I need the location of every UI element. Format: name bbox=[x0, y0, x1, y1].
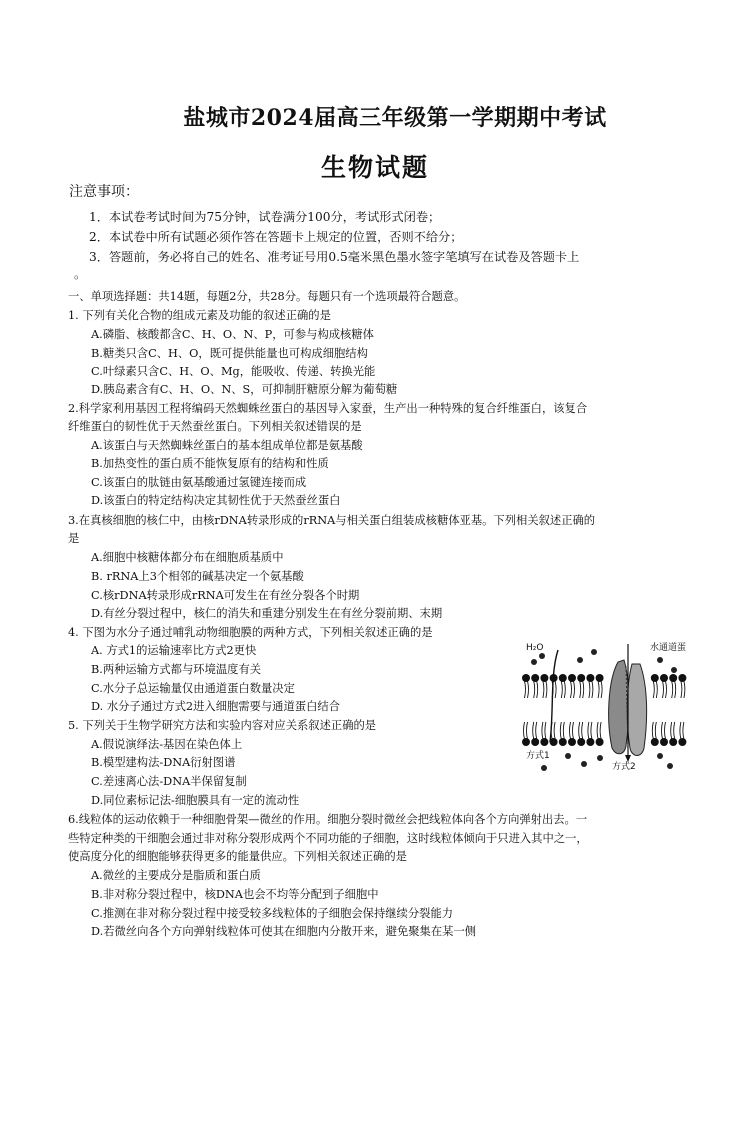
water-molecule bbox=[581, 761, 587, 767]
water-molecule bbox=[531, 659, 537, 665]
phospholipid-tail bbox=[537, 681, 538, 698]
label-water-channel: 水通道蛋 bbox=[650, 643, 687, 653]
water-molecule bbox=[539, 653, 545, 659]
option-a: A.该蛋白与天然蜘蛛丝蛋白的基本组成单位都是氨基酸 bbox=[91, 439, 363, 452]
water-molecule bbox=[597, 755, 603, 761]
phospholipid-tail bbox=[554, 722, 555, 739]
phospholipid-tail bbox=[582, 722, 583, 739]
notice-heading: 注意事项： bbox=[69, 184, 139, 200]
phospholipid-head bbox=[586, 674, 594, 682]
phospholipid-tail bbox=[656, 681, 657, 698]
question-stem: 使高度分化的细胞能够获得更多的能量供应。下列相关叙述正确的是 bbox=[68, 850, 407, 863]
phospholipid-tail bbox=[597, 722, 598, 739]
label-mode2: 方式2 bbox=[612, 762, 636, 772]
question-stem: 4. 下图为水分子通过哺乳动物细胞膜的两种方式，下列相关叙述正确的是 bbox=[68, 626, 433, 639]
phospholipid-tail bbox=[600, 722, 601, 739]
phospholipid-tail bbox=[534, 681, 535, 698]
water-molecule bbox=[541, 765, 547, 771]
phospholipid-tail bbox=[528, 681, 529, 698]
question-stem: 5. 下列关于生物学研究方法和实验内容对应关系叙述正确的是 bbox=[68, 719, 377, 732]
lipid-layer-inner bbox=[522, 722, 686, 746]
water-molecule bbox=[671, 667, 677, 673]
lipid-layer-outer bbox=[522, 674, 686, 698]
phospholipid-head bbox=[669, 738, 677, 746]
notice-item: 1．本试卷考试时间为75分钟，试卷满分100分，考试形式闭卷； bbox=[89, 210, 441, 224]
notice-trailing: 。 bbox=[74, 267, 87, 281]
phospholipid-head bbox=[568, 738, 576, 746]
exam-title: 盐城市2024届高三年级第一学期期中考试 bbox=[183, 105, 607, 131]
phospholipid-tail bbox=[564, 681, 565, 698]
phospholipid-tail bbox=[525, 681, 526, 698]
phospholipid-tail bbox=[579, 722, 580, 739]
phospholipid-head bbox=[596, 674, 604, 682]
notice-item: 2．本试卷中所有试题必须作答在答题卡上规定的位置，否则不给分； bbox=[89, 230, 463, 244]
question-stem: 1. 下列有关化合物的组成元素及功能的叙述正确的是 bbox=[68, 309, 331, 322]
option-b: B.两种运输方式都与环境温度有关 bbox=[91, 663, 262, 676]
water-molecules bbox=[531, 649, 677, 771]
phospholipid-head bbox=[586, 738, 594, 746]
option-d: D.同位素标记法-细胞膜具有一定的流动性 bbox=[91, 794, 300, 807]
option-b: B. rRNA上3个相邻的碱基决定一个氨基酸 bbox=[91, 570, 304, 583]
label-mode1: 方式1 bbox=[526, 751, 550, 761]
phospholipid-tail bbox=[684, 681, 685, 698]
phospholipid-head bbox=[522, 738, 530, 746]
option-c: C.叶绿素只含C、H、O、Mg，能吸收、传递、转换光能 bbox=[91, 365, 376, 378]
water-molecule bbox=[565, 753, 571, 759]
option-c: C.核rDNA转录形成rRNA可发生在有丝分裂各个时期 bbox=[91, 589, 360, 602]
option-c: C.该蛋白的肽链由氨基酸通过氢键连接而成 bbox=[91, 476, 307, 489]
phospholipid-tail bbox=[598, 681, 599, 698]
question-stem: 纤维蛋白的韧性优于天然蚕丝蛋白。下列相关叙述错误的是 bbox=[68, 420, 362, 433]
phospholipid-tail bbox=[675, 681, 676, 698]
water-molecule bbox=[667, 763, 673, 769]
phospholipid-head bbox=[559, 738, 567, 746]
phospholipid-tail bbox=[570, 722, 571, 739]
phospholipid-tail bbox=[573, 722, 574, 739]
option-b: B.糖类只含C、H、O，既可提供能量也可构成细胞结构 bbox=[91, 347, 368, 360]
phospholipid-head bbox=[531, 674, 539, 682]
option-a: A.细胞中核糖体都分布在细胞质基质中 bbox=[91, 551, 284, 564]
question-stem: 些特定种类的干细胞会通过非对称分裂形成两个不同功能的子细胞，这时线粒体倾向于只进入其中之一， bbox=[68, 832, 588, 845]
phospholipid-head bbox=[660, 674, 668, 682]
phospholipid-tail bbox=[592, 681, 593, 698]
phospholipid-tail bbox=[574, 681, 575, 698]
phospholipid-head bbox=[678, 738, 686, 746]
notice-item: 3．答题前，务必将自己的姓名、准考证号用0.5毫米黑色墨水签字笔填写在试卷及答题卡上 bbox=[89, 250, 580, 264]
phospholipid-tail bbox=[560, 722, 561, 739]
question-stem: 3.在真核细胞的核仁中，由核rDNA转录形成的rRNA与相关蛋白组装成核糖体亚基。下列相关叙述正确的 bbox=[68, 514, 596, 527]
phospholipid-tail bbox=[589, 681, 590, 698]
phospholipid-tail bbox=[555, 681, 556, 698]
phospholipid-tail bbox=[674, 722, 675, 739]
phospholipid-tail bbox=[663, 681, 664, 698]
phospholipid-head bbox=[669, 674, 677, 682]
phospholipid-tail bbox=[672, 681, 673, 698]
phospholipid-head bbox=[651, 674, 659, 682]
membrane-water-transport-figure bbox=[520, 630, 690, 773]
option-a: A. 方式1的运输速率比方式2更快 bbox=[91, 644, 257, 657]
label-water: H₂O bbox=[526, 643, 544, 653]
option-c: C.推测在非对称分裂过程中接受较多线粒体的子细胞会保持继续分裂能力 bbox=[91, 907, 454, 920]
phospholipid-tail bbox=[583, 681, 584, 698]
phospholipid-tail bbox=[662, 722, 663, 739]
option-d: D.若微丝向各个方向弹射线粒体可使其在细胞内分散开来，避免聚集在某一侧 bbox=[91, 925, 477, 938]
option-d: D. 水分子通过方式2进入细胞需要与通道蛋白结合 bbox=[91, 700, 340, 713]
option-c: C.水分子总运输量仅由通道蛋白数量决定 bbox=[91, 682, 295, 695]
question-stem: 6.线粒体的运动依赖于一种细胞骨架—微丝的作用。细胞分裂时微丝会把线粒体向各个方向弹射出去。一 bbox=[68, 813, 588, 826]
phospholipid-tail bbox=[666, 681, 667, 698]
phospholipid-head bbox=[568, 674, 576, 682]
option-c: C.差速离心法-DNA半保留复制 bbox=[91, 775, 247, 788]
option-a: A.磷脂、核酸都含C、H、O、N、P，可参与构成核糖体 bbox=[91, 328, 374, 341]
phospholipid-tail bbox=[681, 681, 682, 698]
phospholipid-tail bbox=[665, 722, 666, 739]
phospholipid-tail bbox=[580, 681, 581, 698]
option-a: A.微丝的主要成分是脂质和蛋白质 bbox=[91, 869, 261, 882]
phospholipid-tail bbox=[546, 681, 547, 698]
option-b: B.非对称分裂过程中，核DNA也会不均等分配到子细胞中 bbox=[91, 888, 379, 901]
phospholipid-head bbox=[559, 674, 567, 682]
phospholipid-tail bbox=[563, 722, 564, 739]
phospholipid-tail bbox=[542, 722, 543, 739]
phospholipid-head bbox=[540, 674, 548, 682]
phospholipid-tail bbox=[561, 681, 562, 698]
phospholipid-head bbox=[651, 738, 659, 746]
phospholipid-tail bbox=[571, 681, 572, 698]
phospholipid-tail bbox=[533, 722, 534, 739]
phospholipid-tail bbox=[601, 681, 602, 698]
exam-subtitle: 生物试题 bbox=[320, 153, 429, 182]
phospholipid-tail bbox=[683, 722, 684, 739]
phospholipid-tail bbox=[527, 722, 528, 739]
phospholipid-tail bbox=[671, 722, 672, 739]
option-a: A.假说演绎法-基因在染色体上 bbox=[91, 738, 243, 751]
option-b: B.模型建构法-DNA衍射图谱 bbox=[91, 756, 236, 769]
option-d: D.胰岛素含有C、H、O、N、S，可抑制肝糖原分解为葡萄糖 bbox=[91, 383, 398, 396]
phospholipid-head bbox=[678, 674, 686, 682]
phospholipid-tail bbox=[588, 722, 589, 739]
option-d: D.该蛋白的特定结构决定其韧性优于天然蚕丝蛋白 bbox=[91, 494, 341, 507]
phospholipid-tail bbox=[653, 681, 654, 698]
phospholipid-tail bbox=[536, 722, 537, 739]
water-molecule bbox=[577, 657, 583, 663]
phospholipid-tail bbox=[524, 722, 525, 739]
phospholipid-tail bbox=[545, 722, 546, 739]
phospholipid-head bbox=[531, 738, 539, 746]
option-b: B.加热变性的蛋白质不能恢复原有的结构和性质 bbox=[91, 457, 329, 470]
phospholipid-head bbox=[660, 738, 668, 746]
phospholipid-tail bbox=[652, 722, 653, 739]
phospholipid-head bbox=[577, 674, 585, 682]
water-molecule bbox=[657, 753, 663, 759]
phospholipid-head bbox=[577, 738, 585, 746]
channel-protein-right bbox=[627, 664, 646, 756]
option-d: D.有丝分裂过程中，核仁的消失和重建分别发生在有丝分裂前期、末期 bbox=[91, 607, 443, 620]
question-stem: 是 bbox=[68, 532, 80, 545]
phospholipid-head bbox=[540, 738, 548, 746]
water-molecule bbox=[657, 657, 663, 663]
phospholipid-tail bbox=[591, 722, 592, 739]
phospholipid-tail bbox=[680, 722, 681, 739]
question-stem: 2.科学家利用基因工程将编码天然蜘蛛丝蛋白的基因导入家蚕，生产出一种特殊的复合纤维蛋白，该复合 bbox=[68, 402, 588, 415]
section-heading: 一、单项选择题：共14题，每题2分，共28分。每题只有一个选项最符合题意。 bbox=[68, 290, 466, 303]
phospholipid-head bbox=[596, 738, 604, 746]
water-molecule bbox=[591, 649, 597, 655]
phospholipid-tail bbox=[543, 681, 544, 698]
phospholipid-tail bbox=[655, 722, 656, 739]
phospholipid-head bbox=[522, 674, 530, 682]
